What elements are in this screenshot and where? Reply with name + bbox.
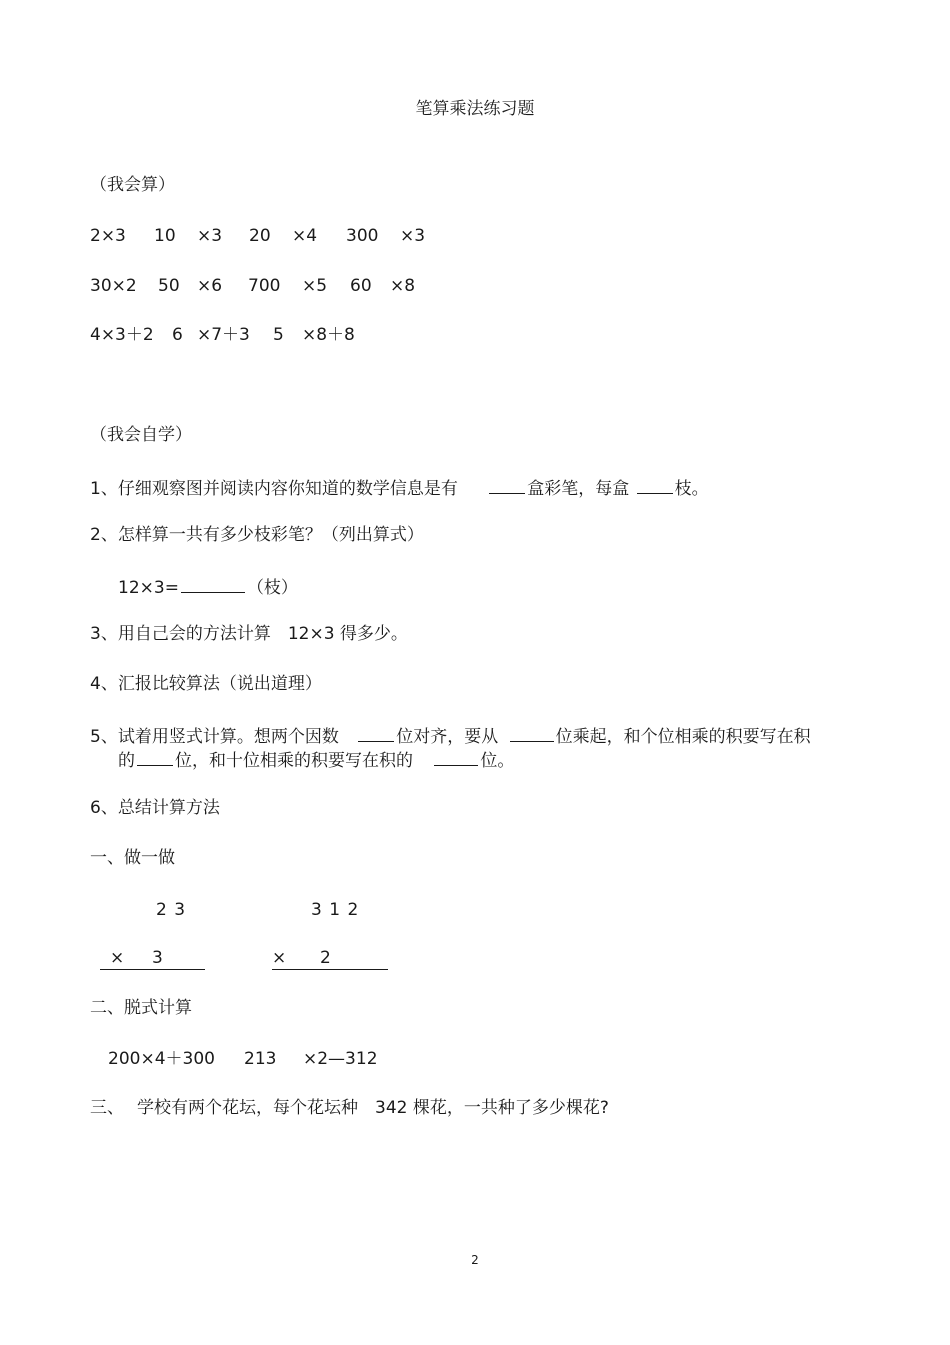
calc-term: 20 bbox=[249, 226, 271, 246]
part-2-heading: 二、脱式计算 bbox=[90, 998, 192, 1018]
calc-term: ×8＋8 bbox=[302, 325, 355, 345]
expression-1: 200×4＋300 bbox=[108, 1049, 215, 1069]
question-1: 1、仔细观察图并阅读内容你知道的数学信息是有 盒彩笔，每盒 枝。 bbox=[90, 475, 709, 500]
expression-2-rest: ×2—312 bbox=[303, 1049, 378, 1069]
calc-term: 300 bbox=[346, 226, 379, 246]
calc-term: 60 bbox=[350, 276, 372, 296]
calc-term: ×6 bbox=[197, 276, 223, 296]
question-4: 4、汇报比较算法（说出道理） bbox=[90, 674, 322, 694]
answer-blank[interactable] bbox=[637, 475, 673, 494]
vertical-calc-right-top: 3 1 2 bbox=[311, 900, 360, 920]
vertical-calc-left-top: 2 3 bbox=[156, 900, 187, 920]
question-2-formula: 12×3= （枝） bbox=[118, 574, 298, 599]
section-heading-calc: （我会算） bbox=[90, 175, 175, 195]
calc-term: 700 bbox=[248, 276, 281, 296]
calc-term: ×3 bbox=[400, 226, 426, 246]
calc-term: 30×2 bbox=[90, 276, 137, 296]
question-6: 6、总结计算方法 bbox=[90, 798, 220, 818]
calc-term: ×4 bbox=[292, 226, 318, 246]
answer-blank[interactable] bbox=[510, 723, 554, 742]
calc-term: 6 bbox=[172, 325, 183, 345]
part-1-heading: 一、做一做 bbox=[90, 848, 175, 868]
calc-term: 5 bbox=[273, 325, 284, 345]
section-heading-selfstudy: （我会自学） bbox=[90, 425, 192, 445]
answer-blank[interactable] bbox=[489, 475, 525, 494]
question-3: 3、用自己会的方法计算 12×3 得多少。 bbox=[90, 624, 408, 644]
part-3-word-problem: 学校有两个花坛，每个花坛种 342 棵花，一共种了多少棵花? bbox=[137, 1098, 609, 1118]
answer-blank[interactable] bbox=[181, 574, 245, 593]
answer-blank[interactable] bbox=[137, 747, 173, 766]
calc-term: ×5 bbox=[302, 276, 328, 296]
calc-term: 2×3 bbox=[90, 226, 126, 246]
question-5-line-2: 的 位，和十位相乘的积要写在积的 位。 bbox=[118, 747, 514, 772]
part-3-number: 三、 bbox=[90, 1098, 124, 1118]
calc-term: ×3 bbox=[197, 226, 223, 246]
calc-term: 4×3＋2 bbox=[90, 325, 154, 345]
calc-term: 50 bbox=[158, 276, 180, 296]
calc-term: ×8 bbox=[390, 276, 416, 296]
calc-term: ×7＋3 bbox=[197, 325, 250, 345]
answer-blank[interactable] bbox=[358, 723, 394, 742]
question-2: 2、怎样算一共有多少枝彩笔？（列出算式） bbox=[90, 525, 424, 545]
calc-term: 10 bbox=[154, 226, 176, 246]
vertical-calc-right-multiplier: × 2 bbox=[272, 947, 388, 970]
vertical-calc-left-multiplier: × 3 bbox=[100, 947, 205, 970]
page-number: 2 bbox=[471, 1253, 479, 1267]
answer-blank[interactable] bbox=[434, 747, 478, 766]
page-title: 笔算乘法练习题 bbox=[415, 99, 535, 119]
expression-2-term: 213 bbox=[244, 1049, 277, 1069]
question-5-line-1: 5、试着用竖式计算。想两个因数 位对齐，要从 位乘起，和个位相乘的积要写在积 bbox=[90, 723, 811, 748]
